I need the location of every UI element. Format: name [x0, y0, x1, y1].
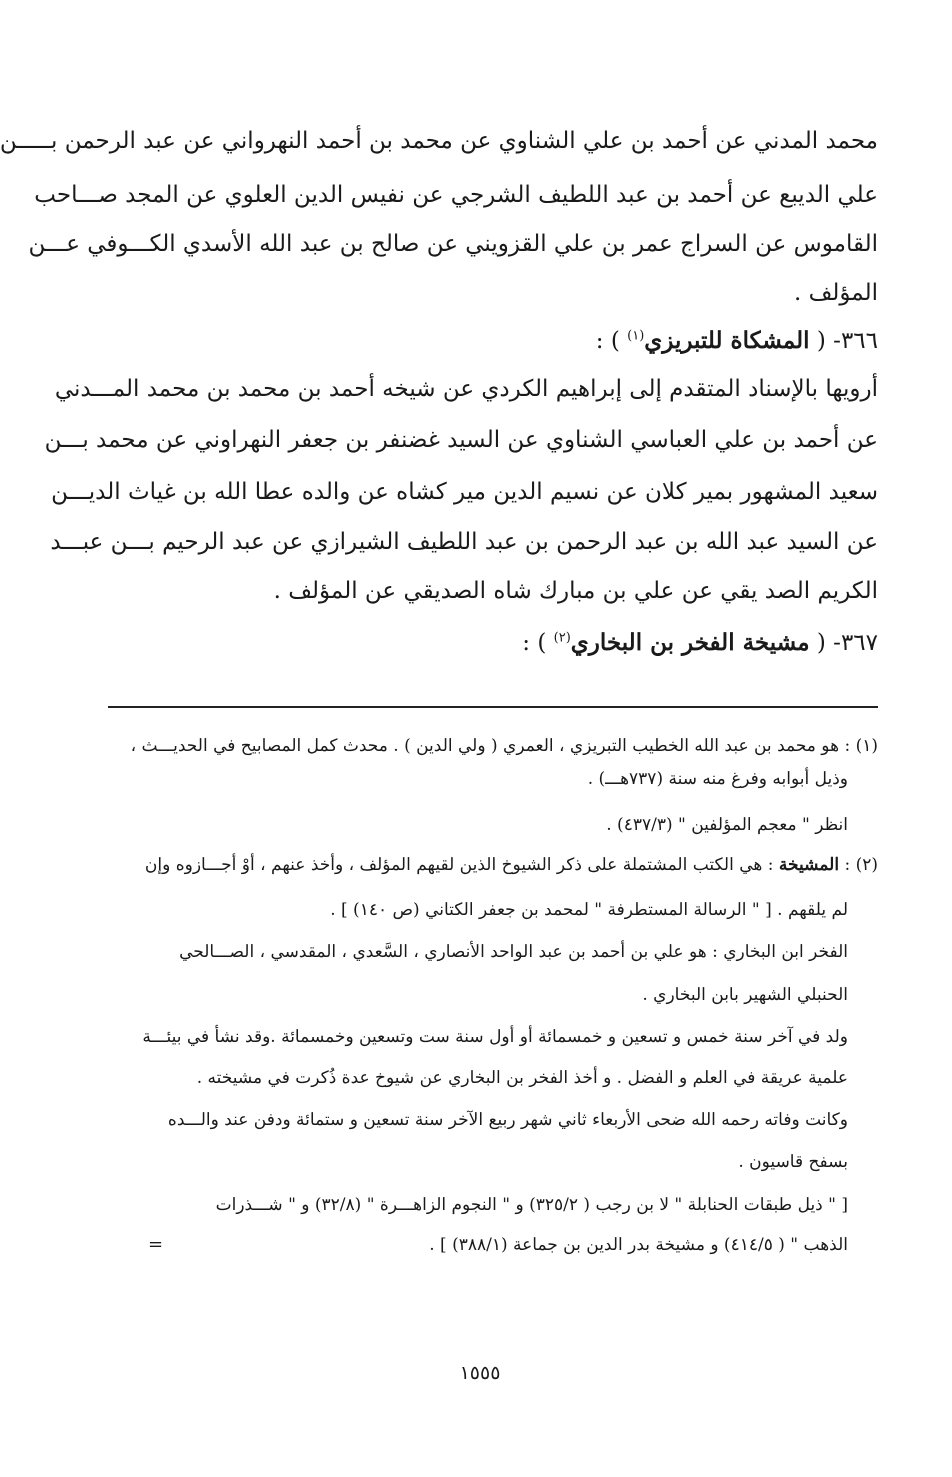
entry-title: مشيخة الفخر بن البخاري [570, 629, 810, 656]
footnote-2-line-9: [ " ذيل طبقات الحنابلة " لا بن رجب ( ٣٢٥/٢) و " النجوم الزاهـــرة " (٣٢/٨) و " شـــذرات [215, 1195, 848, 1215]
footnote-2-line-3: الفخر ابن البخاري : هو علي بن أحمد بن عبد الواحد الأنصاري ، السَّعدي ، المقدسي ، الصـــالحي [179, 942, 848, 962]
entry-open-paren: ( [816, 630, 826, 656]
page-number: ١٥٥٥ [459, 1362, 501, 1384]
footnote-separator [108, 706, 878, 708]
entry-open-paren: ( [816, 328, 826, 354]
footnote-ref-1: (١) [627, 328, 645, 344]
footnote-ref-2: (٢) [553, 630, 571, 646]
footnote-2-line-4: الحنبلي الشهير بابن البخاري . [642, 985, 848, 1005]
footnote-2-line-8: بسفح قاسيون . [738, 1152, 848, 1172]
entry-title: المشكاة للتبريزي [644, 327, 810, 354]
body-line-7: سعيد المشهور بمير كلان عن نسيم الدين مير كشاه عن والده عطا الله بن غياث الديـــن [51, 479, 878, 505]
continuation-mark: = [148, 1234, 164, 1255]
footnote-2-line-10: الذهب " ( ٤١٤/٥) و مشيخة بدر الدين بن جماعة (٣٨٨/١) ] . [429, 1235, 848, 1255]
entry-heading-366 [108, 326, 878, 356]
footnote-2-line-2: لم يلقهم . [ " الرسالة المستطرفة " لمحمد بن جعفر الكتاني (ص ١٤٠) ] . [330, 900, 848, 920]
entry-number: ٣٦٧- [833, 630, 878, 656]
footnote-1-line-1: (١) : هو محمد بن عبد الله الخطيب التبريزي ، العمري ( ولي الدين ) . محدث كمل المصابيح في الحديـــث ، [130, 736, 878, 756]
entry-number: ٣٦٦- [833, 328, 878, 354]
entry-heading-367 [108, 628, 878, 658]
body-line-3: القاموس عن السراج عمر بن علي القزويني عن صالح بن عبد الله الأسدي الكـــوفي عـــن [28, 231, 878, 257]
entry-close-paren: ) : [595, 328, 620, 354]
body-line-8: عن السيد عبد الله بن عبد الرحمن بن عبد اللطيف الشيرازي عن عبد الرحيم بـــن عبـــد [50, 529, 878, 555]
footnote-1-line-3: انظر " معجم المؤلفين " (٤٣٧/٣) . [606, 815, 848, 835]
footnote-2-line-5: ولد في آخر سنة خمس و تسعين و خمسمائة أو أول سنة ست وتسعين وخمسمائة .وقد نشأ في بيئـــة [142, 1027, 848, 1047]
footnote-2-line-6: علمية عريقة في العلم و الفضل . و أخذ الفخر بن البخاري عن شيوخ عدة ذُكرت في مشيخته . [196, 1068, 848, 1088]
footnote-2-term: المشيخة [778, 855, 840, 875]
footnote-2-line-7: وكانت وفاته رحمه الله ضحى الأربعاء ثاني شهر ربيع الآخر سنة تسعين و ستمائة ودفن عند والـــده [167, 1110, 848, 1130]
footnote-2-definition: : هي الكتب المشتملة على ذكر الشيوخ الذين لقيهم المؤلف ، وأخذ عنهم ، أوْ أجـــازوه وإن [144, 855, 774, 875]
body-line-5: أرويها بالإسناد المتقدم إلى إبراهيم الكردي عن شيخه أحمد بن محمد بن محمد المـــدني [54, 376, 878, 402]
body-line-9: الكريم الصد يقي عن علي بن مبارك شاه الصديقي عن المؤلف . [273, 578, 878, 604]
body-line-4: المؤلف . [793, 280, 878, 306]
body-line-1: محمد المدني عن أحمد بن علي الشناوي عن محمد بن أحمد النهرواني عن عبد الرحمن بـــــن [0, 128, 878, 154]
footnote-2-line-1 [108, 853, 878, 877]
body-line-6: عن أحمد بن علي العباسي الشناوي عن السيد غضنفر بن جعفر النهراوني عن محمد بـــن [44, 427, 878, 453]
footnote-1-line-2: وذيل أبوابه وفرغ منه سنة (٧٣٧هـــ) . [587, 769, 848, 789]
body-line-2: علي الديبع عن أحمد بن عبد اللطيف الشرجي عن نفيس الدين العلوي عن المجد صـــاحب [34, 182, 878, 208]
footnote-2-label: (٢) : [844, 855, 878, 875]
entry-close-paren: ) : [522, 630, 547, 656]
